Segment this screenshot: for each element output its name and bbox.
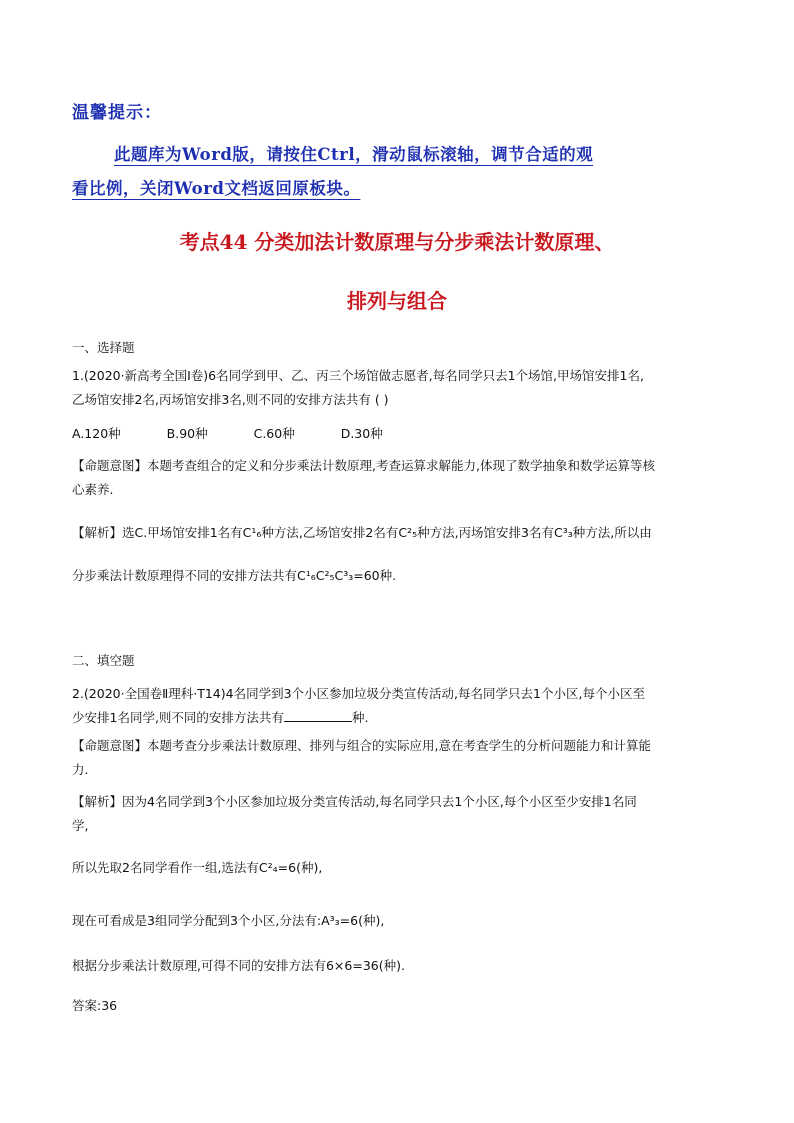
choice-b: B.90种 [166, 426, 208, 441]
question-2-analysis-line-1: 【解析】因为4名同学到3个小区参加垃圾分类宣传活动,每名同学只去1个小区,每个小区至少安排1名同 [72, 794, 637, 809]
question-1-analysis-line-1: 【解析】选C.甲场馆安排1名有C¹₆种方法,乙场馆安排2名有C²₅种方法,丙场馆安排3名有C³₃种方法,所以由 [72, 525, 652, 540]
tip-title: 温馨提示： [72, 103, 162, 123]
question-2-stem-line-1: 2.(2020·全国卷Ⅱ理科·T14)4名同学到3个小区参加垃圾分类宣传活动,每名同学只去1个小区,每个小区至 [72, 686, 645, 701]
question-2-analysis [72, 790, 732, 838]
section-label-choice: 一、选择题 [72, 340, 135, 355]
question-1-intent-line-2: 心素养. [72, 482, 114, 497]
question-1-choices [72, 422, 732, 446]
question-2-analysis-line-2: 学, [72, 818, 89, 833]
question-1-intent-line-1: 【命题意图】本题考查组合的定义和分步乘法计数原理,考查运算求解能力,体现了数学抽象和数学运算等核 [72, 458, 655, 473]
question-2-intent-line-2: 力. [72, 762, 89, 777]
question-2-intent [72, 734, 732, 782]
section-label-fill: 二、填空题 [72, 653, 135, 668]
question-1-stem [72, 364, 732, 412]
page-title: 考点44 分类加法计数原理与分步乘法计数原理、 [179, 230, 615, 254]
tip-line-2: 看比例，关闭Word文档返回原板块。 [72, 179, 361, 198]
question-2-answer: 答案:36 [72, 998, 118, 1013]
question-1-analysis-line-2: 分步乘法计数原理得不同的安排方法共有C¹₆C²₅C³₃=60种. [72, 568, 397, 583]
choice-a: A.120种 [72, 426, 121, 441]
question-2-step-1: 所以先取2名同学看作一组,选法有C²₄=6(种), [72, 860, 323, 875]
question-2-stem-line-2 [72, 706, 732, 730]
choice-c: C.60种 [253, 426, 295, 441]
page-subtitle: 排列与组合 [347, 289, 447, 313]
question-2-step-3: 根据分步乘法计数原理,可得不同的安排方法有6×6=36(种). [72, 958, 405, 973]
question-2-stem-line-2-b: 种. [351, 710, 369, 725]
question-1-stem-line-2: 乙场馆安排2名,丙场馆安排3名,则不同的安排方法共有 ( ) [72, 392, 389, 407]
tip-line-1: 此题库为Word版，请按住Ctrl，滑动鼠标滚轴，调节合适的观 [114, 145, 594, 164]
question-2-step-2: 现在可看成是3组同学分配到3个小区,分法有:A³₃=6(种), [72, 913, 385, 928]
tip-body [72, 138, 732, 206]
question-1-intent [72, 454, 732, 502]
answer-blank [284, 709, 352, 722]
question-2-stem-line-2-a: 少安排1名同学,则不同的安排方法共有 [72, 710, 284, 725]
question-1-stem-line-1: 1.(2020·新高考全国Ⅰ卷)6名同学到甲、乙、丙三个场馆做志愿者,每名同学只去1个场馆,甲场馆安排1名, [72, 368, 644, 383]
question-2-stem [72, 682, 732, 730]
question-2-intent-line-1: 【命题意图】本题考查分步乘法计数原理、排列与组合的实际应用,意在考查学生的分析问题能力和计算能 [72, 738, 651, 753]
choice-d: D.30种 [340, 426, 383, 441]
